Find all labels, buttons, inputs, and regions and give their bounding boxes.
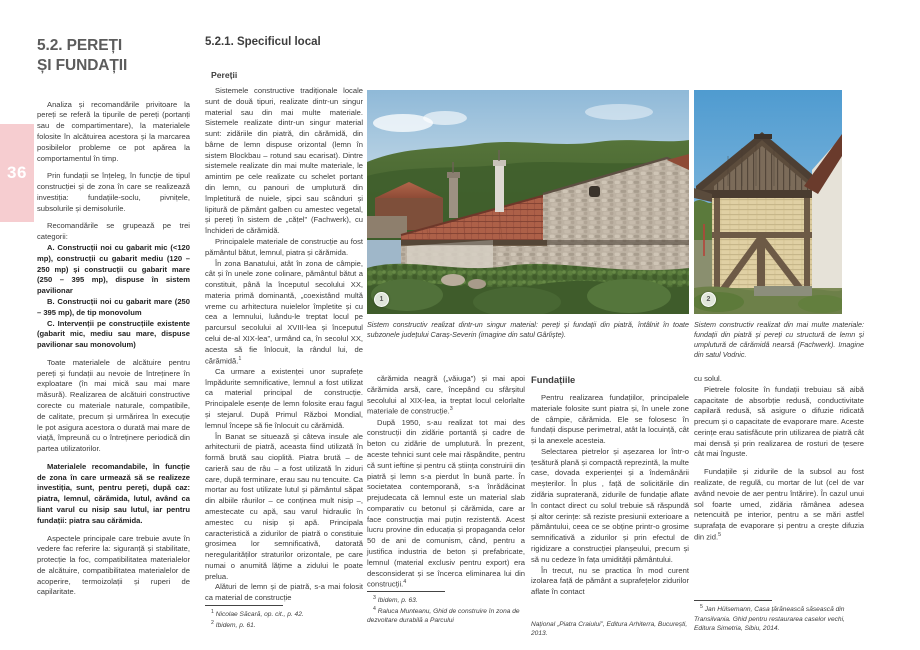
footnote-1: [205, 609, 363, 620]
page-number-tab: [0, 124, 34, 222]
col2-paragraph-1: Sistemele constructive tradiționale locale sunt de două tipuri, realizate dintr-un singur material sau din mai multe materiale. Sistemele realizate dintr-un singur material sunt: zidăriile din piatră, din cărămidă, din bârne de lemn dispuse orizontal (lemn în sistem Blockbau – rotund sau ecarisat). Dintre sistemele realizate din mai multe materiale, le amintim pe cele realizate cu schelet portant din lemn, cu panouri de umplutură din împletitură de nuiele, șipci sau scânduri și lipitură de pământ galben cu amestec vegetal, și pereți în sistem de „cățel” (Fachwerk), cu închideri de cărămidă.: [205, 86, 363, 236]
col5-paragraph-3-text: Fundațiile și zidurile de la subsol au fost realizate, de regulă, cu mortar de lut (cel de var având nevoie de aer pentru întărire). În cazul unui sol foarte umed, zidăria rămânea adesea netencuită pe interior, pentru a se mări astfel suprafața de evaporare și pentru a crește difuzia din zid.: [694, 467, 864, 542]
footnotes-column-five: [694, 600, 864, 634]
footnote-5-text: Jan Hülsemann, Casa țărănească săsească din Transilvania. Ghid pentru restaurarea caselor vechi, Editura Simetria, Sibiu, 2014.: [694, 606, 845, 633]
col5-paragraph-1: cu solul.: [694, 374, 722, 383]
figure-caption-1: Sistem constructiv realizat dintr-un singur material: pereți și fundații din piatră, întâlnit în toate subzonele județului Caraș-Severin (imagine din satul Gârliște).: [367, 320, 689, 340]
footnote-4-continuation: [531, 620, 689, 639]
col2-paragraph-6: Alături de lemn și de piatră, s-a mai folosit ca material de construcție: [205, 582, 363, 603]
col2-paragraph-2: Principalele materiale de construcție au fost pământul bătut, lemnul, piatra și cărămida.: [205, 236, 363, 257]
col4-paragraph-1: Pentru realizarea fundațiilor, principalele materiale folosite sunt piatra și, în unele zone de câmpie, cărămida. Ele se folosesc în fundații dispuse perimetral, atât la locuință, cât și la anexele acesteia.: [531, 393, 689, 446]
footnote-1-text: Nicolae Săcară, op. cit., p. 42.: [215, 611, 304, 619]
col1-paragraph-8: Materialele recomandabile, în funcție de zona în care urmează să se realizeze investiția, sunt, pentru pereți, după caz: piatra, lemnul, cărămida, lutul, având ca liant varul cu nisip sau lutul, iar pentru fundații: piatra sau cărămida.: [37, 461, 190, 525]
footnote-1-mark: 1: [211, 609, 214, 616]
col3-paragraph-1: [367, 374, 525, 418]
footnotes-column-four: [531, 620, 689, 639]
column-two: [205, 36, 363, 604]
col1-paragraph-9: Aspectele principale care trebuie avute în vedere fac referire la: siguranță și stabilitate, protecție la foc, compatibilitatea materialelor de alcătuire, compatibilitatea materialelor de acoperire, termoizolații și ruperi de capilaritate.: [37, 533, 190, 597]
col1-paragraph-2: Prin fundații se înțeleg, în funcție de tipul construcției și de zona în care se realizează investiția: fundațiile-soclu, pivnițele, subsolurile și demisolurile.: [37, 171, 190, 213]
col1-paragraph-7: Toate materialele de alcătuire pentru pereți și fundații au nevoie de întreținere în exploatare (în mai mică sau mai mare măsură). Realizarea de alcătuiri constructive corecte cu materiale naturale, compatibile, de calitate, precum și urmărirea în execuție le pot asigura acestora o durată mai mare de viață, împreună cu o întreținere periodică din partea utilizatorilor.: [37, 357, 190, 454]
footnotes-column-three: [367, 591, 525, 626]
col2-paragraph-4: Ca urmare a existenței unor suprafețe împădurite semnificative, lemnul a fost utilizat ca material principal de construcție. Principalele esențe de lemn folosite erau fagul și stejarul. După Primul Război Mondial, lemnul începe să fie înlocuit cu cărămidă.: [205, 366, 363, 430]
figure-1-illustration: [367, 90, 689, 314]
col5-paragraph-3: [694, 467, 864, 543]
footnote-4: [367, 606, 525, 626]
footnote-ref-1: 1: [238, 355, 242, 362]
column-one: [37, 36, 190, 598]
col1-category-c: C. Intervenții pe construcțiile existente (gabarit mic, mediu sau mare, dispuse pavilionar sau monovolum): [37, 318, 190, 350]
column-four: [531, 374, 689, 598]
footnote-3-text: Ibidem, p. 63.: [377, 597, 418, 605]
column-three: [367, 374, 525, 591]
col1-paragraph-1: Analiza și recomandările privitoare la pereți se referă la tipurile de pereți (portanți sau de compartimentare), la materialele folosite în alcătuirea acestora și la marcarea posibilelor probleme ce pot apărea la comportamentul în timp.: [37, 99, 190, 163]
footnote-5: [694, 604, 864, 633]
figure-caption-2: Sistem constructiv realizat din mai multe materiale: fundații din piatră și pereți cu structură de lemn și umplutură de cărămidă nearsă (Fachwerk). Imagine din satul Vodnic.: [694, 320, 864, 360]
footnote-2-mark: 2: [211, 619, 214, 626]
footnote-3-mark: 3: [373, 595, 376, 602]
footnote-ref-5: 5: [718, 531, 722, 538]
figure-image-2: [694, 90, 842, 314]
figure-2-illustration: [694, 90, 842, 314]
figure-image-1: [367, 90, 689, 314]
footnote-3: [367, 595, 525, 606]
footnote-4-continuation-text: Național „Piatra Craiului”, Editura Arhiterra, București, 2013.: [531, 621, 688, 638]
footnote-ref-3: 3: [449, 406, 453, 413]
footnote-ref-4: 4: [403, 579, 407, 586]
col1-category-b: B. Construcții noi cu gabarit mare (250 – 395 mp), de tip monovolum: [37, 296, 190, 317]
footnote-rule: [367, 591, 445, 592]
col3-paragraph-2-text: După 1950, s-au realizat tot mai des construcții din zidărie portantă și cadre de beton cu zidărie de umplutură. În prezent, aceste tehnici sunt cele mai răspândite, pentru că sunt ieftine și pentru că știința construirii din piatră și lemn s-a pierdut în bună parte. În societatea contemporană, s-a înrădăcinat prejudecata că lemnul este un material slab comparativ cu betonul și cărămida, care ar face construcția mai puțin rezistentă. Acest lucru provine din educația și propaganda celor 50 de ani de comunism, când, pentru a justifica industria de beton și prefabricate, lemnul (material exclusiv pentru export) era desconsiderat și se încerca eliminarea lui din construcții.: [367, 417, 525, 589]
col2-paragraph-5: [205, 432, 363, 583]
chapter-title-line1: 5.2. PEREȚI: [37, 37, 123, 54]
footnote-rule: [205, 605, 283, 606]
subsection-title-fundatiile: Fundațiile: [531, 374, 576, 385]
footnote-rule: [694, 600, 772, 601]
figure-badge-2: 2: [701, 292, 716, 307]
col4-paragraph-3: În trecut, nu se practica în mod curent izolarea față de pământ a suprafețelor zidurilor aflate în contact: [531, 565, 689, 597]
col3-paragraph-1-text: cărămida neagră („văiuga”) și mai apoi cărămida arsă, care, începând cu sfârșitul secolului al XIX-lea, ia treptat locul celorlalte materiale de construcție.: [367, 374, 525, 416]
column-five: [694, 374, 864, 543]
col5-paragraph-2: Pietrele folosite în fundații trebuiau să aibă capacitate de absorbție redusă, conductivitate capilară redusă, să asigure o difuzie ridicată precum și o capacitate de evaporare mare. Aceste cerințe erau satisfăcute prin utilizarea de piatră cât mai densă și prin realizarea de rosturi de țesere cât mai înguste.: [694, 384, 864, 459]
footnote-2-text: Ibidem, p. 61.: [215, 622, 256, 630]
figure-badge-1: 1: [374, 292, 389, 307]
footnote-4-text: Raluca Munteanu, Ghid de construire în zona de dezvoltare durabilă a Parcului: [367, 608, 520, 625]
section-title: 5.2.1. Specificul local: [205, 36, 321, 48]
footnote-2: [205, 620, 363, 631]
footnote-4-mark: 4: [373, 605, 376, 612]
col1-category-a: A. Construcții noi cu gabarit mic (<120 mp), construcții cu gabarit mediu (120 – 250 mp) și construcții cu gabarit mare (250 – 395 mp), dispuse în sistem pavilionar: [37, 243, 190, 296]
col3-paragraph-2: [367, 418, 525, 591]
chapter-title: [37, 36, 190, 76]
subsection-title-pereti: Pereții: [211, 70, 238, 80]
col4-paragraph-2: Selectarea pietrelor și așezarea lor într-o țesătură plană și compactă reprezintă, la multe case, dovada experienței și a îndemânării meșterilor. În plus , față de solicitările din zidăria supraterană, zidurile de fundație aflate în contact direct cu solul trebuie să răspundă și altor cerințe: să reziste presiunii exterioare a pământului, ceea ce se obține printr-o grosime semnificativă a zidurilor și prin efectul de rigidizare a construcției planșeului, precum și să nu cedeze în fața umidității pământului.: [531, 446, 689, 564]
col2-paragraph-3: [205, 259, 363, 367]
col1-paragraph-3: Recomandările se grupează pe trei categorii:: [37, 221, 190, 242]
chapter-title-line2: ȘI FUNDAȚII: [37, 56, 128, 74]
footnotes-column-two: [205, 605, 363, 630]
page-number: 36: [7, 163, 27, 182]
col2-paragraph-3-text: În zona Banatului, atât în zona de câmpie, cât și în unele zone colinare, pământul bătut a constituit, până la începutul secolului XX, materia primă dominantă, „coexistând multă vreme cu arhitectura nuielelor împletite și cu cea a lemnului, luându-le treptat locul pe parcursul secolului al XVIII-lea și începutul celui de-al XIX-lea”, urmând ca, în secolul XX, acesta să fie înlocuit, la rândul lui, de cărămidă.: [205, 258, 363, 366]
col2-paragraph-5-text: În Banat se situează și câteva insule ale arhitecturii de piatră, aceasta fiind utilizată în formă brută sau cioplită. Piatra brută – de carieră sau de râu – a fost utilizată în ziduri care, după terminare, erau sau nu tencuite. Ca mortar au fost utilizate lutul și pământul săpat din albiile râurilor – ce conținea mult nisip –, amestecate cu apă, sau varul hidraulic în amestec cu nisip și apă. Principala caracteristică a zidurilor de piatră o constituie grosimea lor semnificativă, datorată neregularităților straturilor orizontale, pe care numai o anumită lățime a zidului le poate prelua.: [205, 431, 363, 581]
footnote-5-mark: 5: [700, 604, 703, 611]
